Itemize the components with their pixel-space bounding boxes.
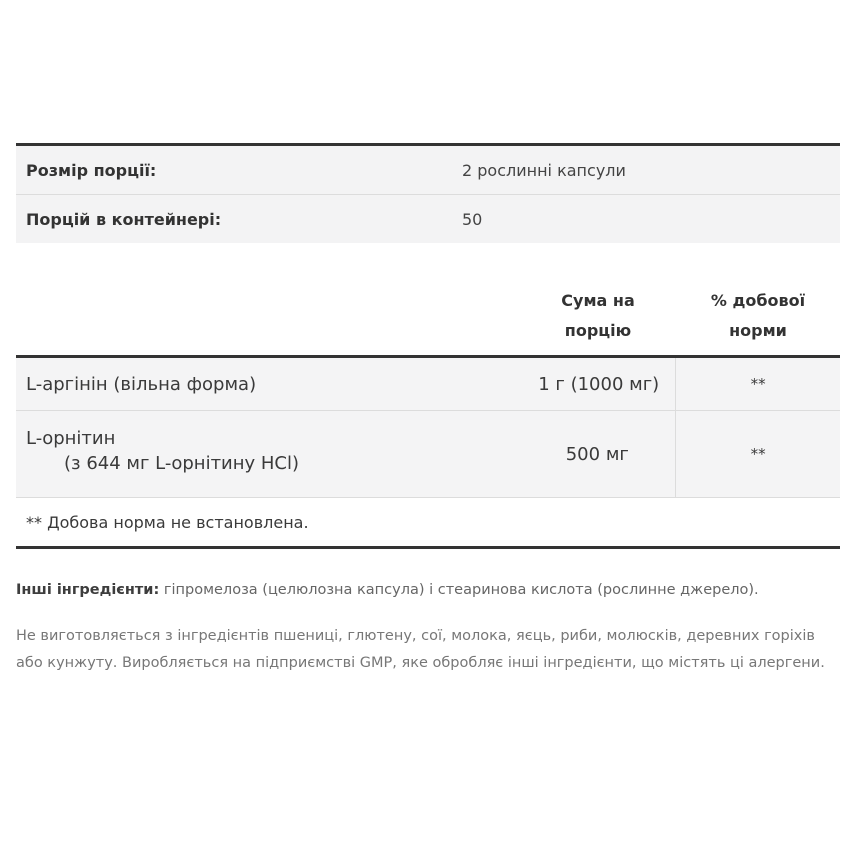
nutrient-amount: 1 г (1000 мг) (538, 373, 660, 395)
header-amount-line2: порцію (564, 321, 632, 340)
nutrient-name-text: L-аргінін (вільна форма) (26, 373, 257, 395)
header-dv-line2: норми (729, 321, 787, 340)
nutrient-daily-value: ** (675, 411, 840, 497)
nutrient-daily-value: ** (675, 358, 840, 410)
other-ingredients-label: Інші інгредієнти: (16, 582, 160, 598)
servings-per-container-value: 50 (462, 209, 483, 229)
table-header (16, 277, 840, 358)
header-amount-line1: Сума на (561, 291, 635, 310)
serving-size-label: Розмір порції: (26, 160, 157, 180)
header-amount-per-serving (520, 286, 676, 346)
other-ingredients (16, 577, 844, 604)
daily-value-footnote: ** Добова норма не встановлена. (16, 498, 840, 549)
header-daily-value (676, 286, 840, 346)
allergen-statement: Не виготовляється з інгредієнтів пшениці, глютену, сої, молока, яєць, риби, молюсків, деревних горіхів або кунжуту. Виробляється на підприємстві GMP, яке обробляє інші інгредієнти, що містять ці алергени. (16, 628, 825, 671)
other-ingredients-text: гіпромелоза (целюлозна капсула) і стеаринова кислота (рослинне джерело). (159, 582, 759, 598)
nutrient-name (16, 411, 519, 497)
serving-size-row (16, 146, 840, 195)
supplement-facts-panel (16, 143, 840, 549)
serving-info (16, 143, 840, 243)
serving-size-value: 2 рослинні капсули (462, 160, 626, 180)
nutrient-name (16, 358, 519, 410)
header-dv-line1: % добової (710, 291, 806, 310)
table-row (16, 411, 840, 498)
table-row (16, 358, 840, 411)
section-gap (16, 243, 840, 277)
nutrient-name-text: L-орнітин (26, 428, 116, 449)
nutrient-detail-text: (з 644 мг L-орнітину HCl) (64, 453, 300, 474)
servings-per-container-row (16, 195, 840, 243)
servings-per-container-label: Порцій в контейнері: (26, 209, 222, 229)
nutrient-amount: 500 мг (565, 443, 629, 465)
